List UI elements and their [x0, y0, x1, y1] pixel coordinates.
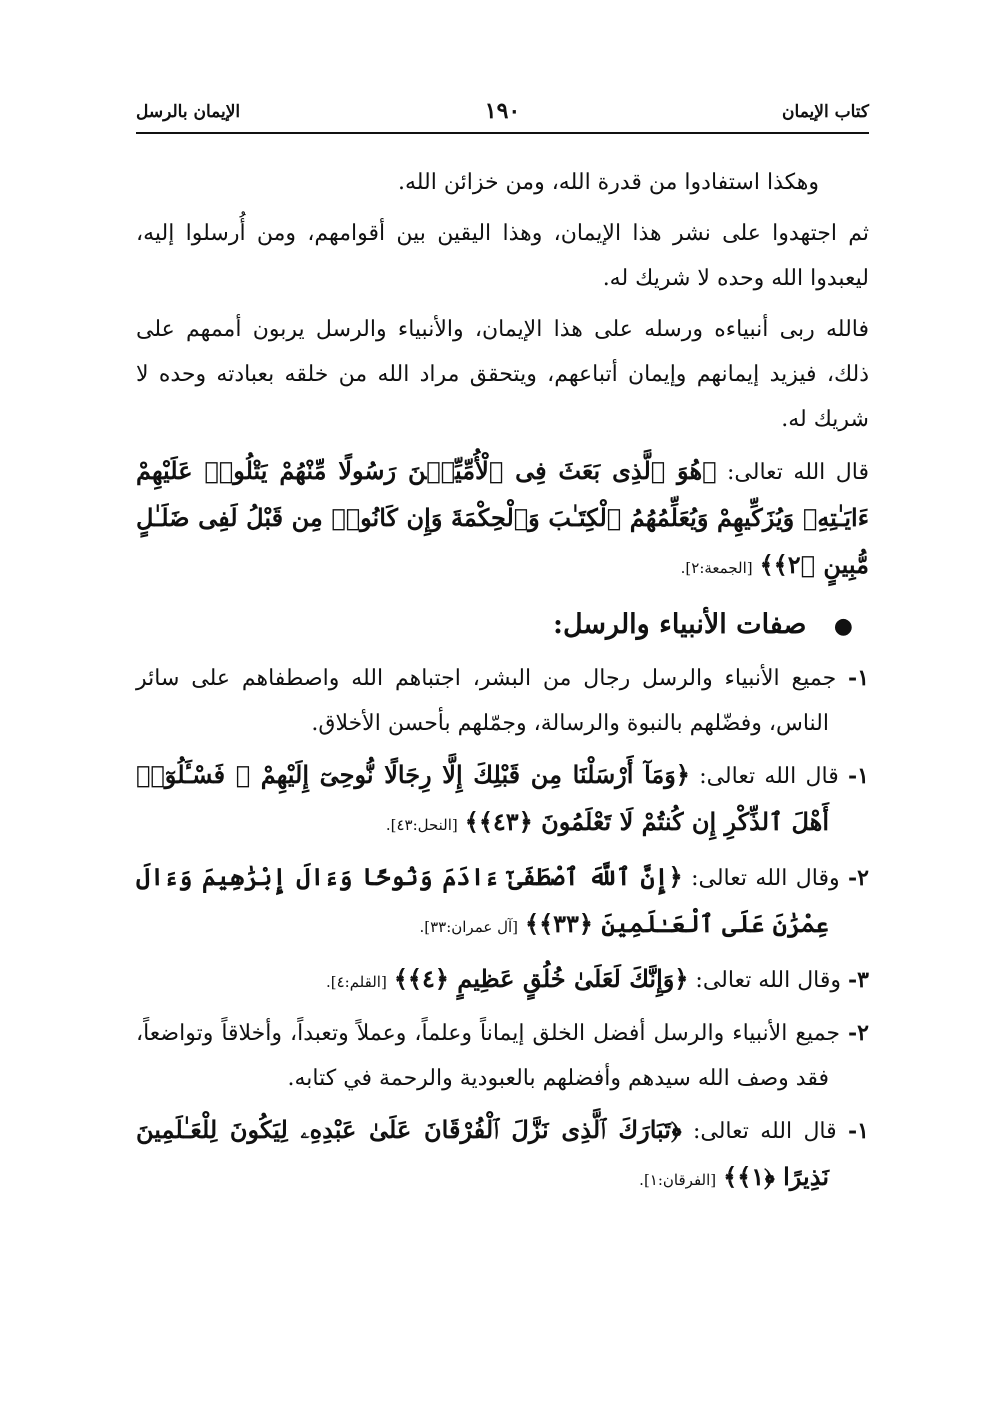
- section-heading-text: صفات الأنبياء والرسل:: [553, 609, 807, 640]
- item-text: جميع الأنبياء والرسل أفضل الخلق إيماناً وعلماً، وعملاً وتعبداً، وأخلاقاً وتواضعاً، فقد وصف الله سيدهم وأفضلهم بالعبودية والرحمة في كتابه.: [136, 1021, 841, 1091]
- item-number: ١-: [848, 763, 869, 789]
- page-number: ١٩٠: [484, 98, 521, 124]
- list-item-1: [136, 656, 869, 746]
- verse-intro: قال الله تعالى:: [699, 764, 839, 789]
- verse-reference: [النحل:٤٣].: [385, 816, 458, 834]
- item-number: ٢-: [848, 1020, 869, 1046]
- verse-reference: [الفرقان:١].: [639, 1171, 717, 1189]
- list-item-2: [136, 1011, 869, 1101]
- chapter-title: الإيمان بالرسل: [136, 102, 241, 122]
- paragraph-1: وهكذا استفادوا من قدرة الله، ومن خزائن الله.: [397, 170, 819, 195]
- item-number: ١-: [848, 1118, 869, 1144]
- quran-verse: ﴿وَمَآ أَرْسَلْنَا مِن قَبْلِكَ إِلَّا رِجَالًا نُّوحِىٓ إِلَيْهِمْ ۚ فَسْـَٔلُوٓا۟ أَهْلَ ٱلذِّكْرِ إِن كُنتُمْ لَا تَعْلَمُونَ ﴿٤٣﴾﴾: [136, 760, 829, 836]
- verse-block-1: [136, 448, 869, 591]
- paragraph-2: ثم اجتهدوا على نشر هذا الإيمان، وهذا اليقين بين أقوامهم، ومن أُرسلوا إليه، ليعبدوا الله وحده لا شريك له.: [136, 221, 869, 291]
- quran-verse: ﴿تَبَارَكَ ٱلَّذِى نَزَّلَ ٱلْفُرْقَانَ عَلَىٰ عَبْدِهِۦ لِيَكُونَ لِلْعَـٰلَمِينَ نَذِيرًا ﴿١﴾﴾: [136, 1115, 829, 1191]
- quote-item-4: [136, 1107, 869, 1203]
- verse-reference: [الجمعة:٢].: [680, 559, 753, 577]
- quote-item-3: [136, 956, 869, 1005]
- book-title: كتاب الإيمان: [782, 102, 869, 122]
- item-number: ٣-: [848, 967, 869, 993]
- section-heading: [136, 597, 869, 654]
- verse-reference: [آل عمران:٣٣].: [419, 918, 519, 936]
- verse-intro: وقال الله تعالى:: [691, 866, 840, 891]
- paragraph-3: فالله ربى أنبياءه ورسله على هذا الإيمان، والأنبياء والرسل يربون أممهم على ذلك، فيزيد إيمانهم وإيمان أتباعهم، ويتحقق مراد الله من خلقه بعبادته وحده لا شريك له.: [136, 317, 869, 432]
- item-number: ٢-: [848, 865, 869, 891]
- verse-intro: قال الله تعالى:: [692, 1119, 837, 1144]
- verse-intro: وقال الله تعالى:: [695, 968, 842, 993]
- page-header: [136, 98, 869, 134]
- verse-intro: قال الله تعالى:: [727, 460, 869, 485]
- page-body: [136, 160, 869, 1209]
- quote-item-1: [136, 752, 869, 848]
- quran-verse: ﴿هُوَ ٱلَّذِى بَعَثَ فِى ٱلْأُمِّيِّـۧنَ رَسُولًا مِّنْهُمْ يَتْلُوا۟ عَلَيْهِمْ ءَايَـٰتِهِۦ وَيُزَكِّيهِمْ وَيُعَلِّمُهُمُ ٱلْكِتَـٰبَ وَٱلْحِكْمَةَ وَإِن كَانُوا۟ مِن قَبْلُ لَفِى ضَلَـٰلٍ مُّبِينٍ ﴿٢﴾﴾: [136, 456, 869, 579]
- item-number: ١-: [848, 665, 870, 691]
- quote-item-2: [136, 854, 869, 950]
- bullet-icon: ●: [833, 613, 853, 639]
- item-text: جميع الأنبياء والرسل رجال من البشر، اجتباهم الله واصطفاهم على سائر الناس، وفضّلهم بالنبوة والرسالة، وجمّلهم بأحسن الأخلاق.: [136, 666, 837, 736]
- verse-reference: [القلم:٤].: [325, 973, 387, 991]
- quran-verse: ﴿وَإِنَّكَ لَعَلَىٰ خُلُقٍ عَظِيمٍ ﴿٤﴾﴾: [393, 964, 689, 993]
- quran-verse: ﴿إِنَّ ٱللَّهَ ٱصْطَفَىٰٓ ءَادَمَ وَنُوحًا وَءَالَ إِبْرَٰهِيمَ وَءَالَ عِمْرَٰنَ عَلَى ٱلْعَـٰلَمِينَ ﴿٣٣﴾﴾: [136, 862, 829, 938]
